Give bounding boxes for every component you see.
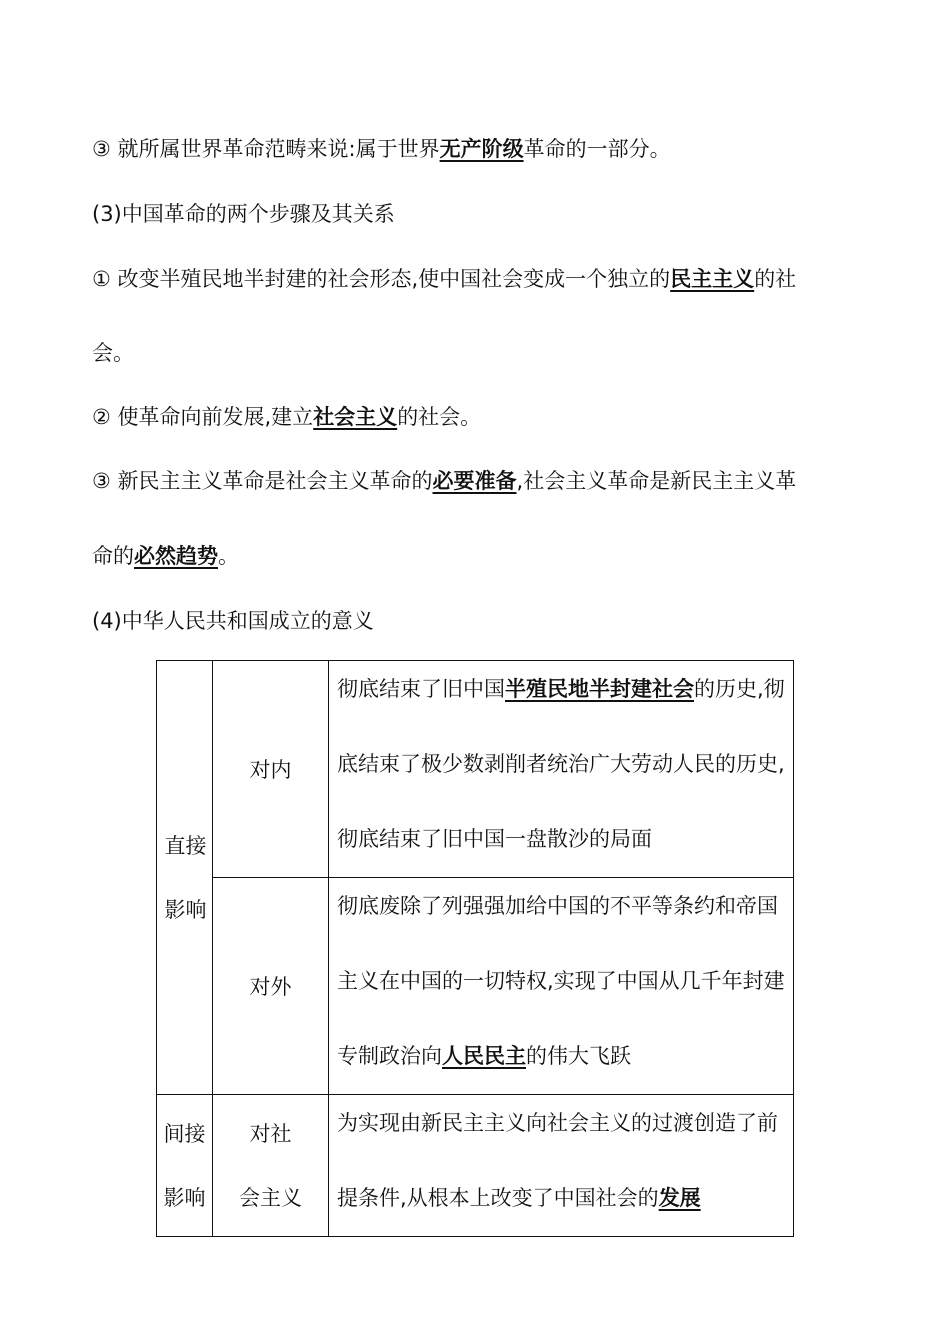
keyword-development: 发展 [658, 1186, 701, 1210]
keyword-people-democracy: 人民民主 [442, 1044, 526, 1068]
significance-table [156, 660, 794, 1237]
item-3-revolution-category: ③ 就所属世界革命范畴来说:属于世界无产阶级革命的一部分。 [92, 137, 671, 161]
relation-line-cont: 命的必然趋势。 [92, 544, 239, 568]
keyword-semi-colonial: 半殖民地半封建社会 [505, 677, 694, 701]
step-1-line-cont: 会。 [92, 341, 134, 365]
socialism-label-cell: 对社 会主义 [213, 1095, 329, 1237]
relation-line: ③ 新民主主义革命是社会主义革命的必要准备,社会主义革命是新民主主义革 [92, 469, 797, 493]
keyword-democratic: 民主主义 [670, 267, 755, 291]
step-1-line: ① 改变半殖民地半封建的社会形态,使中国社会变成一个独立的民主主义的社 [92, 267, 797, 291]
indirect-impact-cell: 间接 影响 [157, 1095, 213, 1237]
section-heading-3: (3)中国革命的两个步骤及其关系 [92, 202, 395, 226]
keyword-proletariat: 无产阶级 [439, 137, 524, 161]
external-label-cell: 对外 [213, 878, 329, 1095]
internal-content-cell: 彻底结束了旧中国半殖民地半封建社会的历史,彻底结束了极少数剥削者统治广大劳动人民的历史,彻底结束了旧中国一盘散沙的局面 [329, 661, 794, 878]
step-2-line: ② 使革命向前发展,建立社会主义的社会。 [92, 405, 482, 429]
socialism-content-cell: 为实现由新民主主义向社会主义的过渡创造了前提条件,从根本上改变了中国社会的发展 [329, 1095, 794, 1237]
direct-impact-cell: 直接 影响 [157, 661, 213, 1095]
keyword-inevitable-trend: 必然趋势 [134, 544, 218, 568]
section-heading-4: (4)中华人民共和国成立的意义 [92, 609, 374, 633]
keyword-necessary-prep: 必要准备 [432, 469, 517, 493]
internal-label-cell: 对内 [213, 661, 329, 878]
external-content-cell: 彻底废除了列强强加给中国的不平等条约和帝国主义在中国的一切特权,实现了中国从几千年封建专制政治向人民民主的伟大飞跃 [329, 878, 794, 1095]
keyword-socialism: 社会主义 [313, 405, 398, 429]
